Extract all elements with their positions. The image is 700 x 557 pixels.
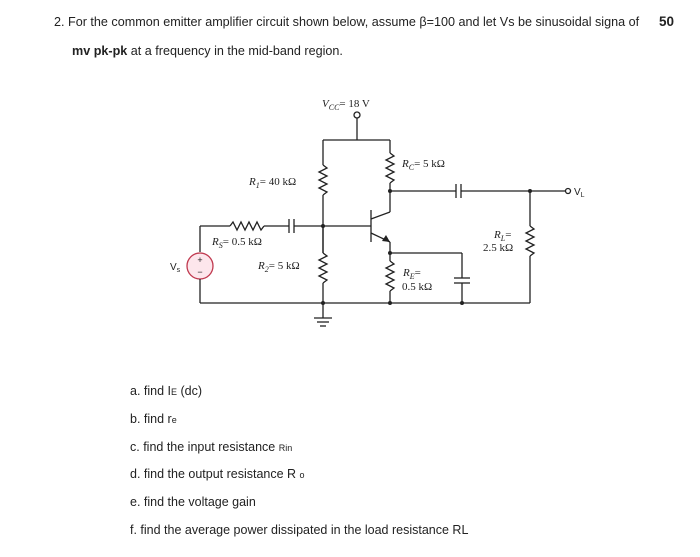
vs-label xyxy=(170,262,181,274)
part-f: f. find the average power dissipated in the load resistance RL xyxy=(130,522,469,537)
r2-label xyxy=(257,260,300,274)
rs-resistor xyxy=(230,222,264,230)
r1-label xyxy=(248,176,296,190)
rs-label xyxy=(211,236,262,250)
svg-text:0.5 kΩ: 0.5 kΩ xyxy=(402,281,433,293)
svg-text:VL: $V_L$ xyxy=(574,187,585,199)
rl-label xyxy=(483,229,513,254)
svg-text:RE=: $R_E=$ xyxy=(403,267,421,281)
rc-resistor xyxy=(386,153,394,183)
vl-terminal xyxy=(566,189,571,194)
part-b: b. find re xyxy=(130,411,177,426)
svg-text:VCC= 18 V: $V_{CC}= 18$ V xyxy=(322,98,370,112)
svg-text:−: − xyxy=(197,267,203,277)
svg-text:RC= 5 kΩ: $R_C= 5$ kΩ xyxy=(402,158,445,172)
signal-amplitude: mv pk-pk xyxy=(72,44,128,58)
rl-resistor xyxy=(526,226,534,256)
svg-text:R2= 5 kΩ: $R_2= 5$ kΩ xyxy=(258,260,300,274)
re-label xyxy=(402,267,432,293)
question-number: 2. xyxy=(54,15,65,29)
r2-resistor xyxy=(319,253,327,283)
part-d: d. find the output resistance R o xyxy=(130,467,305,482)
vcc-terminal xyxy=(354,112,360,118)
svg-text:RL=: $R_L=$ xyxy=(494,229,512,243)
vl-label xyxy=(574,187,585,199)
svg-text:RS= 0.5 kΩ: $R_S= 0.5$ kΩ xyxy=(212,236,262,250)
svg-text:2.5 kΩ: 2.5 kΩ xyxy=(483,242,514,254)
question-body-line2: at a frequency in the mid-band region. xyxy=(130,44,343,58)
part-e: e. find the voltage gain xyxy=(130,495,256,510)
svg-text:+: + xyxy=(197,255,203,265)
question-parts xyxy=(130,378,468,545)
vcc-label xyxy=(322,98,370,112)
question-body: For the common emitter amplifier circuit shown below, assume β=100 and let Vs be sinusoidal signa of xyxy=(68,15,640,29)
question-points: 50 xyxy=(659,14,675,29)
svg-text:Vs: $V_s$ xyxy=(170,262,181,274)
part-c: c. find the input resistance Rin xyxy=(130,439,293,454)
svg-text:R1= 40 kΩ: $R_1= 40$ kΩ xyxy=(249,176,297,190)
r1-resistor xyxy=(319,165,327,195)
transistor-collector xyxy=(371,212,390,219)
part-a: a. find IE (dc) xyxy=(130,384,203,398)
rc-label xyxy=(401,158,445,172)
re-resistor xyxy=(386,261,394,291)
